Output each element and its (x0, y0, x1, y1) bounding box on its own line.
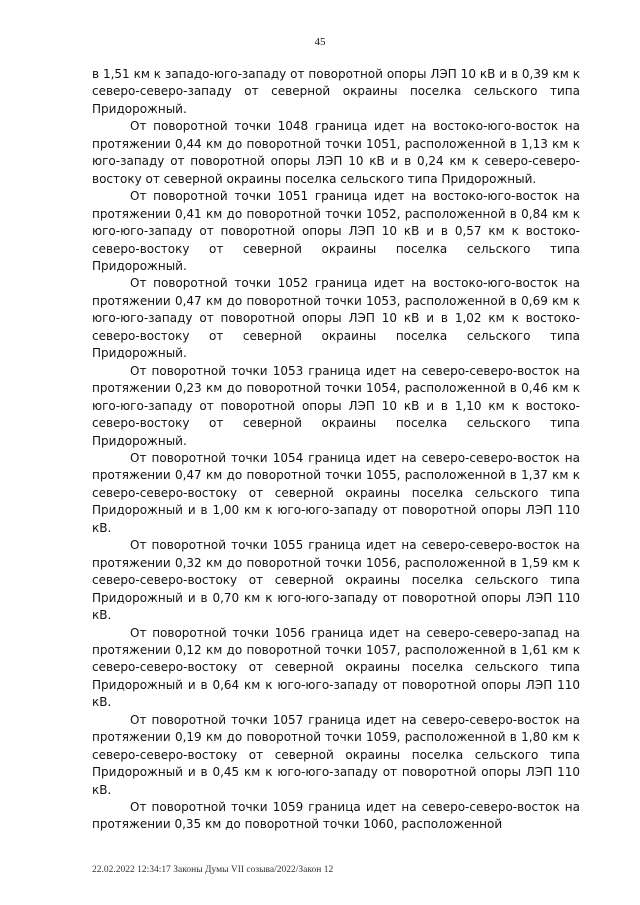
paragraph: От поворотной точки 1057 граница идет на северо-северо-восток на протяжении 0,19 км до поворотной точки 1059, расположенной в 1,80 км к северо-северо-востоку от северной окраины поселка сельского типа Придорожный и в 0,45 км к юго-юго-западу от поворотной опоры ЛЭП 110 кВ. (92, 712, 580, 797)
paragraph: От поворотной точки 1059 граница идет на северо-северо-восток на протяжении 0,35 км до поворотной точки 1060, расположенной (92, 800, 580, 832)
paragraph: От поворотной точки 1055 граница идет на северо-северо-восток на протяжении 0,32 км до поворотной точки 1056, расположенной в 1,59 км к северо-северо-востоку от северной окраины поселка сельского типа Придорожный и в 0,70 км к юго-юго-западу от поворотной опоры ЛЭП 110 кВ. (92, 538, 580, 623)
paragraph: От поворотной точки 1048 граница идет на востоко-юго-восток на протяжении 0,44 км до поворотной точки 1051, расположенной в 1,13 км к юго-западу от поворотной опоры ЛЭП 10 кВ и в 0,24 км к северо-северо-востоку от северной окраины поселка сельского типа Придорожный. (92, 119, 580, 186)
paragraph: в 1,51 км к западо-юго-западу от поворотной опоры ЛЭП 10 кВ и в 0,39 км к северо-северо-западу от северной окраины поселка сельского типа Придорожный. (92, 67, 580, 116)
document-footer: 22.02.2022 12:34:17 Законы Думы VII созыва/2022/Закон 12 (92, 865, 334, 875)
page-number: 45 (314, 36, 326, 48)
paragraph: От поворотной точки 1053 граница идет на северо-северо-восток на протяжении 0,23 км до поворотной точки 1054, расположенной в 0,46 км к юго-юго-западу от поворотной опоры ЛЭП 10 кВ и в 1,10 км к востоко-северо-востоку от северной окраины поселка сельского типа Придорожный. (92, 363, 580, 448)
document-body (92, 66, 580, 834)
paragraph: От поворотной точки 1056 граница идет на северо-северо-запад на протяжении 0,12 км до поворотной точки 1057, расположенной в 1,61 км к северо-северо-востоку от северной окраины поселка сельского типа Придорожный и в 0,64 км к юго-юго-западу от поворотной опоры ЛЭП 110 кВ. (92, 625, 580, 710)
paragraph: От поворотной точки 1052 граница идет на востоко-юго-восток на протяжении 0,47 км до поворотной точки 1053, расположенной в 0,69 км к юго-юго-западу от поворотной опоры ЛЭП 10 кВ и в 1,02 км к востоко-северо-востоку от северной окраины поселка сельского типа Придорожный. (92, 276, 580, 361)
paragraph: От поворотной точки 1054 граница идет на северо-северо-восток на протяжении 0,47 км до поворотной точки 1055, расположенной в 1,37 км к северо-северо-востоку от северной окраины поселка сельского типа Придорожный и в 1,00 км к юго-юго-западу от поворотной опоры ЛЭП 110 кВ. (92, 450, 580, 535)
paragraph: От поворотной точки 1051 граница идет на востоко-юго-восток на протяжении 0,41 км до поворотной точки 1052, расположенной в 0,84 км к юго-юго-западу от поворотной опоры ЛЭП 10 кВ и в 0,57 км к востоко-северо-востоку от северной окраины поселка сельского типа Придорожный. (92, 189, 580, 273)
